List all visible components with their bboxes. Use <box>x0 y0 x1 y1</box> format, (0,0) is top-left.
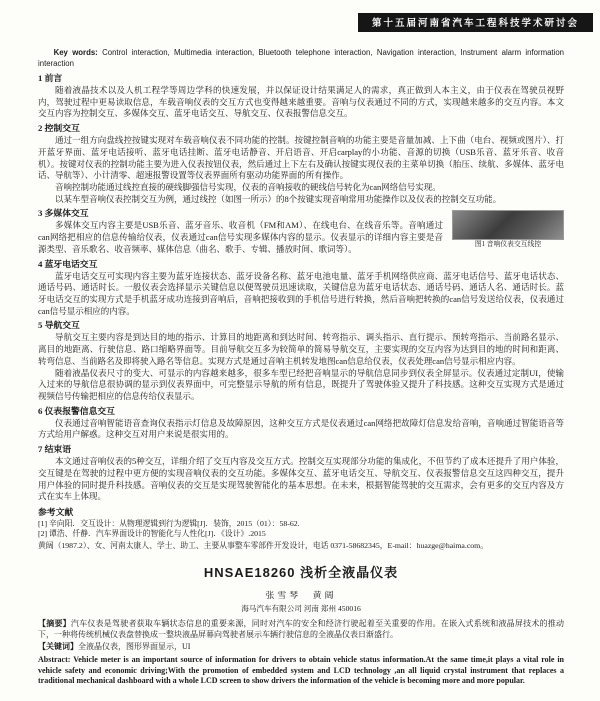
keywords-text: Control interaction, Multimedia interaction, Bluetooth telephone interaction, Navigation interaction, Instrument alarm information interaction <box>38 48 564 68</box>
section-paragraph: 蓝牙电话交互可实现内容主要为蓝牙连接状态、蓝牙设备名称、蓝牙电池电量、蓝牙手机网络供应商、蓝牙电话信号、蓝牙电话状态、通话号码、通话时长。一般仪表会选择显示关键信息以便驾驶员迅速读取，关键信息为蓝牙电话状态、通话号码、通话人名、通话时长。蓝牙电话交互的实现方式是手机蓝牙成功连接到音响后，音响把接收到的手机信号进行转换，然后音响把转换的can信号发送给仪表，仪表通过can信号显示相应的内容。 <box>38 270 564 316</box>
paper2-title: HNSAE18260 浅析全液晶仪表 <box>203 564 399 580</box>
figure1-caption: 图1 音响仪表交互线控 <box>474 241 542 249</box>
paper2-abstract-label: 【摘要】 <box>38 619 71 629</box>
section-conclusion <box>38 444 564 503</box>
section-paragraph: 以某车型音响仪表控制交互为例，通过线控（如图一所示）的8个按键实现音响常用功能操作以及仪表的控制交互功能。 <box>55 193 502 204</box>
paper2-authors: 张雪琴 黄阔 <box>265 589 337 600</box>
references-heading: 参考文献 <box>38 507 74 518</box>
section-paragraph: 随着液晶仪表尺寸的变大、可显示的内容越来越多，很多车型已经把音响显示的导航信息同步到仪表全屏显示。仪表通过定制UI，使输入过来的导航信息很协调的显示到仪表界面中，可完整显示导航的所有信息，既提升了驾驶体验又提升了科技感。这种交互实现方式是通过视频信号传输把相应的信息传给仪表显示。 <box>38 367 564 402</box>
paper2-abstract-cn <box>38 619 564 641</box>
section-bluetooth-interaction <box>38 259 564 318</box>
section-paragraph: 本文通过音响仪表的5种交互，详细介绍了交互内容及交互方式。控制交互实现部分功能的集成化，不但节约了成本还提升了用户体验，交互键是在驾驶的过程中更方便的实现音响仪表的交互功能。多媒体交互、蓝牙电话交互、导航交互、仪表报警信息交互这四种交互，提升用户体验的同时提升科技感。音响仪表的交互是实现驾驶智能化的基本思想。在未来，根据智能驾驶的交互需求，会有更多的交互内容及方式在实车上体现。 <box>38 456 564 502</box>
section-heading: 5 导航交互 <box>38 320 80 331</box>
references-block <box>38 507 564 551</box>
paper2-keywords-cn <box>38 642 564 653</box>
section-paragraph: 随着液晶技术以及人机工程学等周边学科的快速发展，并以保证设计结果满足人的需求，真正做到人本主义，由于仪表在驾驶员视野内，驾驶过程中更易读取信息，车载音响仪表的交互方式也变得越来越重要。音响与仪表通过不同的方式，实现越来越多的交互内容。本文交互内容为控制交互、多媒体交互、蓝牙电话交互、导航交互、仪表报警信息交互。 <box>38 85 564 119</box>
figure1 <box>452 210 564 249</box>
second-paper-block <box>38 564 564 687</box>
reference-item: [2] 谭浩、仟静．汽车界面设计的智能化与人性化[J]．《设计》.2015 <box>38 529 266 539</box>
section-navigation-interaction <box>38 320 564 402</box>
section-heading: 4 蓝牙电话交互 <box>38 258 98 269</box>
section-paragraph: 仪表通过音响智能语音查询仪表指示灯信息及故障原因，这种交互方式是仪表通过can网络把故障灯信息发给音响，音响通过智能语音等方式给用户解惑。这种交互对用户来说是很实用的。 <box>38 417 564 440</box>
page-content <box>38 48 564 687</box>
section-intro <box>38 73 564 120</box>
paper2-abstract-en <box>38 655 564 687</box>
paper2-keywords-label: 【关键词】 <box>38 642 78 651</box>
keywords-label: Key words: <box>53 48 98 57</box>
keywords-line <box>38 48 564 69</box>
steering-wheel-control-photo <box>452 210 564 240</box>
section-paragraph: 通过一组方向盘线控按键实现对车载音响仪表不同功能的控制。按键控制音响的功能主要是音量加减、上下曲（电台、视频或图片）、打开蓝牙界面、蓝牙电话接听、蓝牙电话挂断、蓝牙电话静音、开启语音、开启carplay的小功能、音源的切换（USB乐音、蓝牙乐音、收音机）。按键对仪表的控制功能主要为进入仪表按钮仪表，然后通过上下左右及确认按键实现仪表的主菜单切换（胎压、续航、多媒体、蓝牙电话、导航等）、小计清零、超速报警设置等仪表界面所有驱动功能界面的所有操作。 <box>38 135 564 181</box>
section-paragraph: 导航交互主要内容是到达目的地的指示、计算目的地距离和到达时间、转弯指示、调头指示、直行提示、预转弯指示、当前路名显示、离目的地距离、行驶信息、路口缩略界面等。目前导航交互多为较简单的简易导航交互，主要实现的交互内容为达到目的地的时间和距离、转弯信息、当前路名及即将驶入路名等信息。实现方式是通过音响主机转发地图can信息给仪表，仪表处理can信号显示相应内容。 <box>38 332 564 366</box>
section-alarm-interaction <box>38 406 564 441</box>
section-heading: 7 结束语 <box>38 444 71 455</box>
section-paragraph: 音响控制功能通过线控直接的硬线脚强信号实现，仪表的音响接收的硬线信号转化为can网络信号实现。 <box>55 182 441 193</box>
paper2-keywords-text: 全液晶仪表，图形界面显示，UI <box>78 642 191 651</box>
section-heading: 6 仪表报警信息交互 <box>38 405 115 416</box>
conference-banner-text: 第十五届河南省汽车工程科技学术研讨会 <box>371 18 579 29</box>
paper2-abstract-text: 汽车仪表是驾驶者获取车辆状态信息的重要来源，同时对汽车的安全和经济行驶起着至关重要的作用。在嵌入式系统和液晶屏技术的推动下，一种将传统机械仪表盘替换成一整块液晶屏幕向驾驶者展示车辆行驶信息的全液晶仪表日渐盛行。 <box>38 619 564 640</box>
section-multimedia-interaction <box>38 208 564 255</box>
paper2-affiliation: 海马汽车有限公司 河南 郑州 450016 <box>241 603 361 613</box>
section-heading: 2 控制交互 <box>38 123 80 134</box>
reference-item: [1] 辛向阳．交互设计：从物理逻辑到行为逻辑[J]．装饰，2015（01）：58-62. <box>38 519 300 529</box>
section-control-interaction <box>38 123 564 205</box>
section-heading: 1 前言 <box>38 73 63 84</box>
paper2-abstract-en-text: Vehicle meter is an important source of information for drivers to obtain vehicle status information.At the same time,it plays a vital role in vehicle safety and economic driving;With the promotion of embedded system and LCD technology ,an all liquid crystal instrument that replaces a traditional mechanical dashboard with a whole LCD screen to show drivers the information of the vehicle is becoming more and more popular. <box>38 654 564 686</box>
conference-banner <box>358 13 593 32</box>
author-bio: 黄阔（1987.2）、女、河南太康人、学士、助工、主要从事整车零部件开发设计，电话 0371-58682345，E-mail：huazge@haima.com。 <box>38 540 489 550</box>
section-heading: 3 多媒体交互 <box>38 208 89 219</box>
section-paragraph: 多媒体交互内容主要是USB乐音、蓝牙音乐、收音机（FM和AM）、在线电台、在线音乐等。音响通过can网络把相应的信息传输给仪表，仪表通过can信号实现多媒体内容的显示。仪表显示的详细内容主要是音源类型、音乐歌名、收音频率、媒体信息（曲名、歌手、专辑、播放时间、歌词等）。 <box>38 220 443 254</box>
paper2-abstract-en-label: Abstract: <box>38 654 71 664</box>
